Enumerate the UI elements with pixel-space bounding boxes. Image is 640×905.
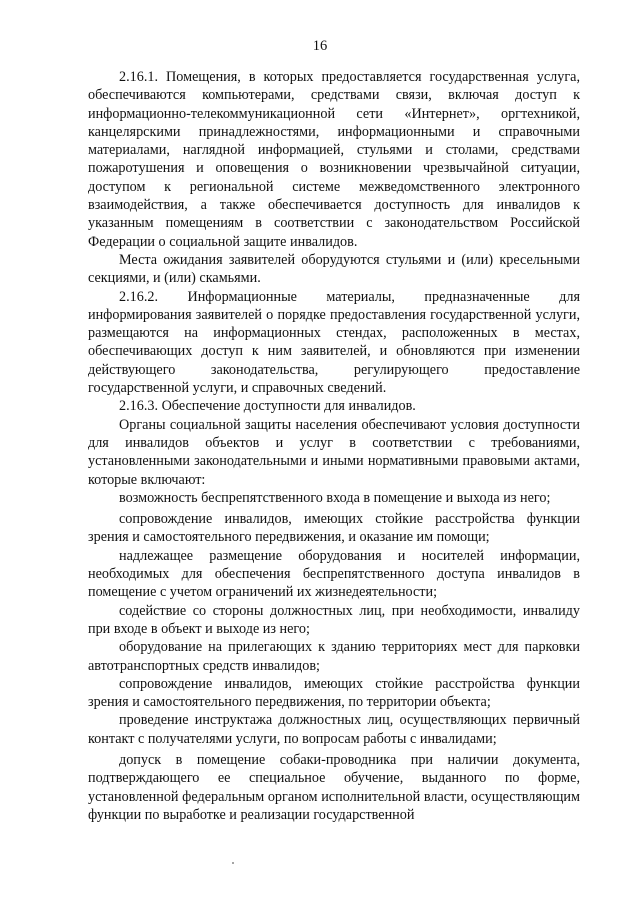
list-item-escort-assistance: сопровождение инвалидов, имеющих стойкие расстройства функции зрения и самостоятельного передвижения, и оказание им помощи;	[88, 511, 580, 546]
list-item-staff-briefing: проведение инструктажа должностных лиц, осуществляющих первичный контакт с получателями услуги, по вопросам работы с инвалидами;	[88, 712, 580, 747]
page-number: 16	[312, 38, 328, 54]
paragraph-accessibility-conditions: Органы социальной защиты населения обеспечивают условия доступности для инвалидов объектов и услуг в соответствии с требованиями, установленными законодательными и иными нормативными правовыми актами, которые включают:	[88, 416, 580, 488]
paragraph-2-16-3-heading: 2.16.3. Обеспечение доступности для инвалидов.	[119, 398, 416, 415]
list-item-parking: оборудование на прилегающих к зданию территориях мест для парковки автотранспортных средств инвалидов;	[88, 639, 580, 674]
paragraph-waiting-areas: Места ожидания заявителей оборудуются стульями и (или) кресельными секциями, и (или) скамьями.	[88, 251, 580, 287]
document-body	[88, 68, 580, 824]
list-item-equipment-placement: надлежащее размещение оборудования и носителей информации, необходимых для обеспечения беспрепятственного доступа инвалидов в помещение с учетом ограничений их жизнедеятельности;	[88, 547, 580, 601]
scan-speck	[232, 862, 234, 864]
list-item-staff-assistance: содействие со стороны должностных лиц, при необходимости, инвалиду при входе в объект и выходе из него;	[88, 602, 580, 637]
paragraph-2-16-2: 2.16.2. Информационные материалы, предназначенные для информирования заявителей о порядке предоставления государственной услуги, размещаются на информационных стендах, расположенных в местах, обеспечивающих доступ к ним заявителей, и обновляются при изменении действующего законодательства, регулирующего предоставление государственной услуги, и справочных сведений.	[88, 288, 580, 397]
list-item-guide-dog: допуск в помещение собаки-проводника при наличии документа, подтверждающего ее специальное обучение, выданного по форме, установленной федеральным органом исполнительной власти, осуществляющим функции по выработке и реализации государственной	[88, 751, 580, 823]
list-item-entrance: возможность беспрепятственного входа в помещение и выхода из него;	[119, 489, 551, 506]
paragraph-2-16-1: 2.16.1. Помещения, в которых предоставляется государственная услуга, обеспечиваются компьютерами, средствами связи, включая доступ к информационно-телекоммуникационной сети «Интернет», оргтехникой, канцелярскими принадлежностями, информационными и справочными материалами, наглядной информацией, стульями и столами, средствами пожаротушения и оповещения о возникновении чрезвычайной ситуации, доступом к региональной системе межведомственного электронного взаимодействия, а также обеспечивается доступность для инвалидов к указанным помещениям в соответствии с законодательством Российской Федерации о социальной защите инвалидов.	[88, 69, 580, 250]
list-item-escort-territory: сопровождение инвалидов, имеющих стойкие расстройства функции зрения и самостоятельного передвижения, по территории объекта;	[88, 675, 580, 711]
